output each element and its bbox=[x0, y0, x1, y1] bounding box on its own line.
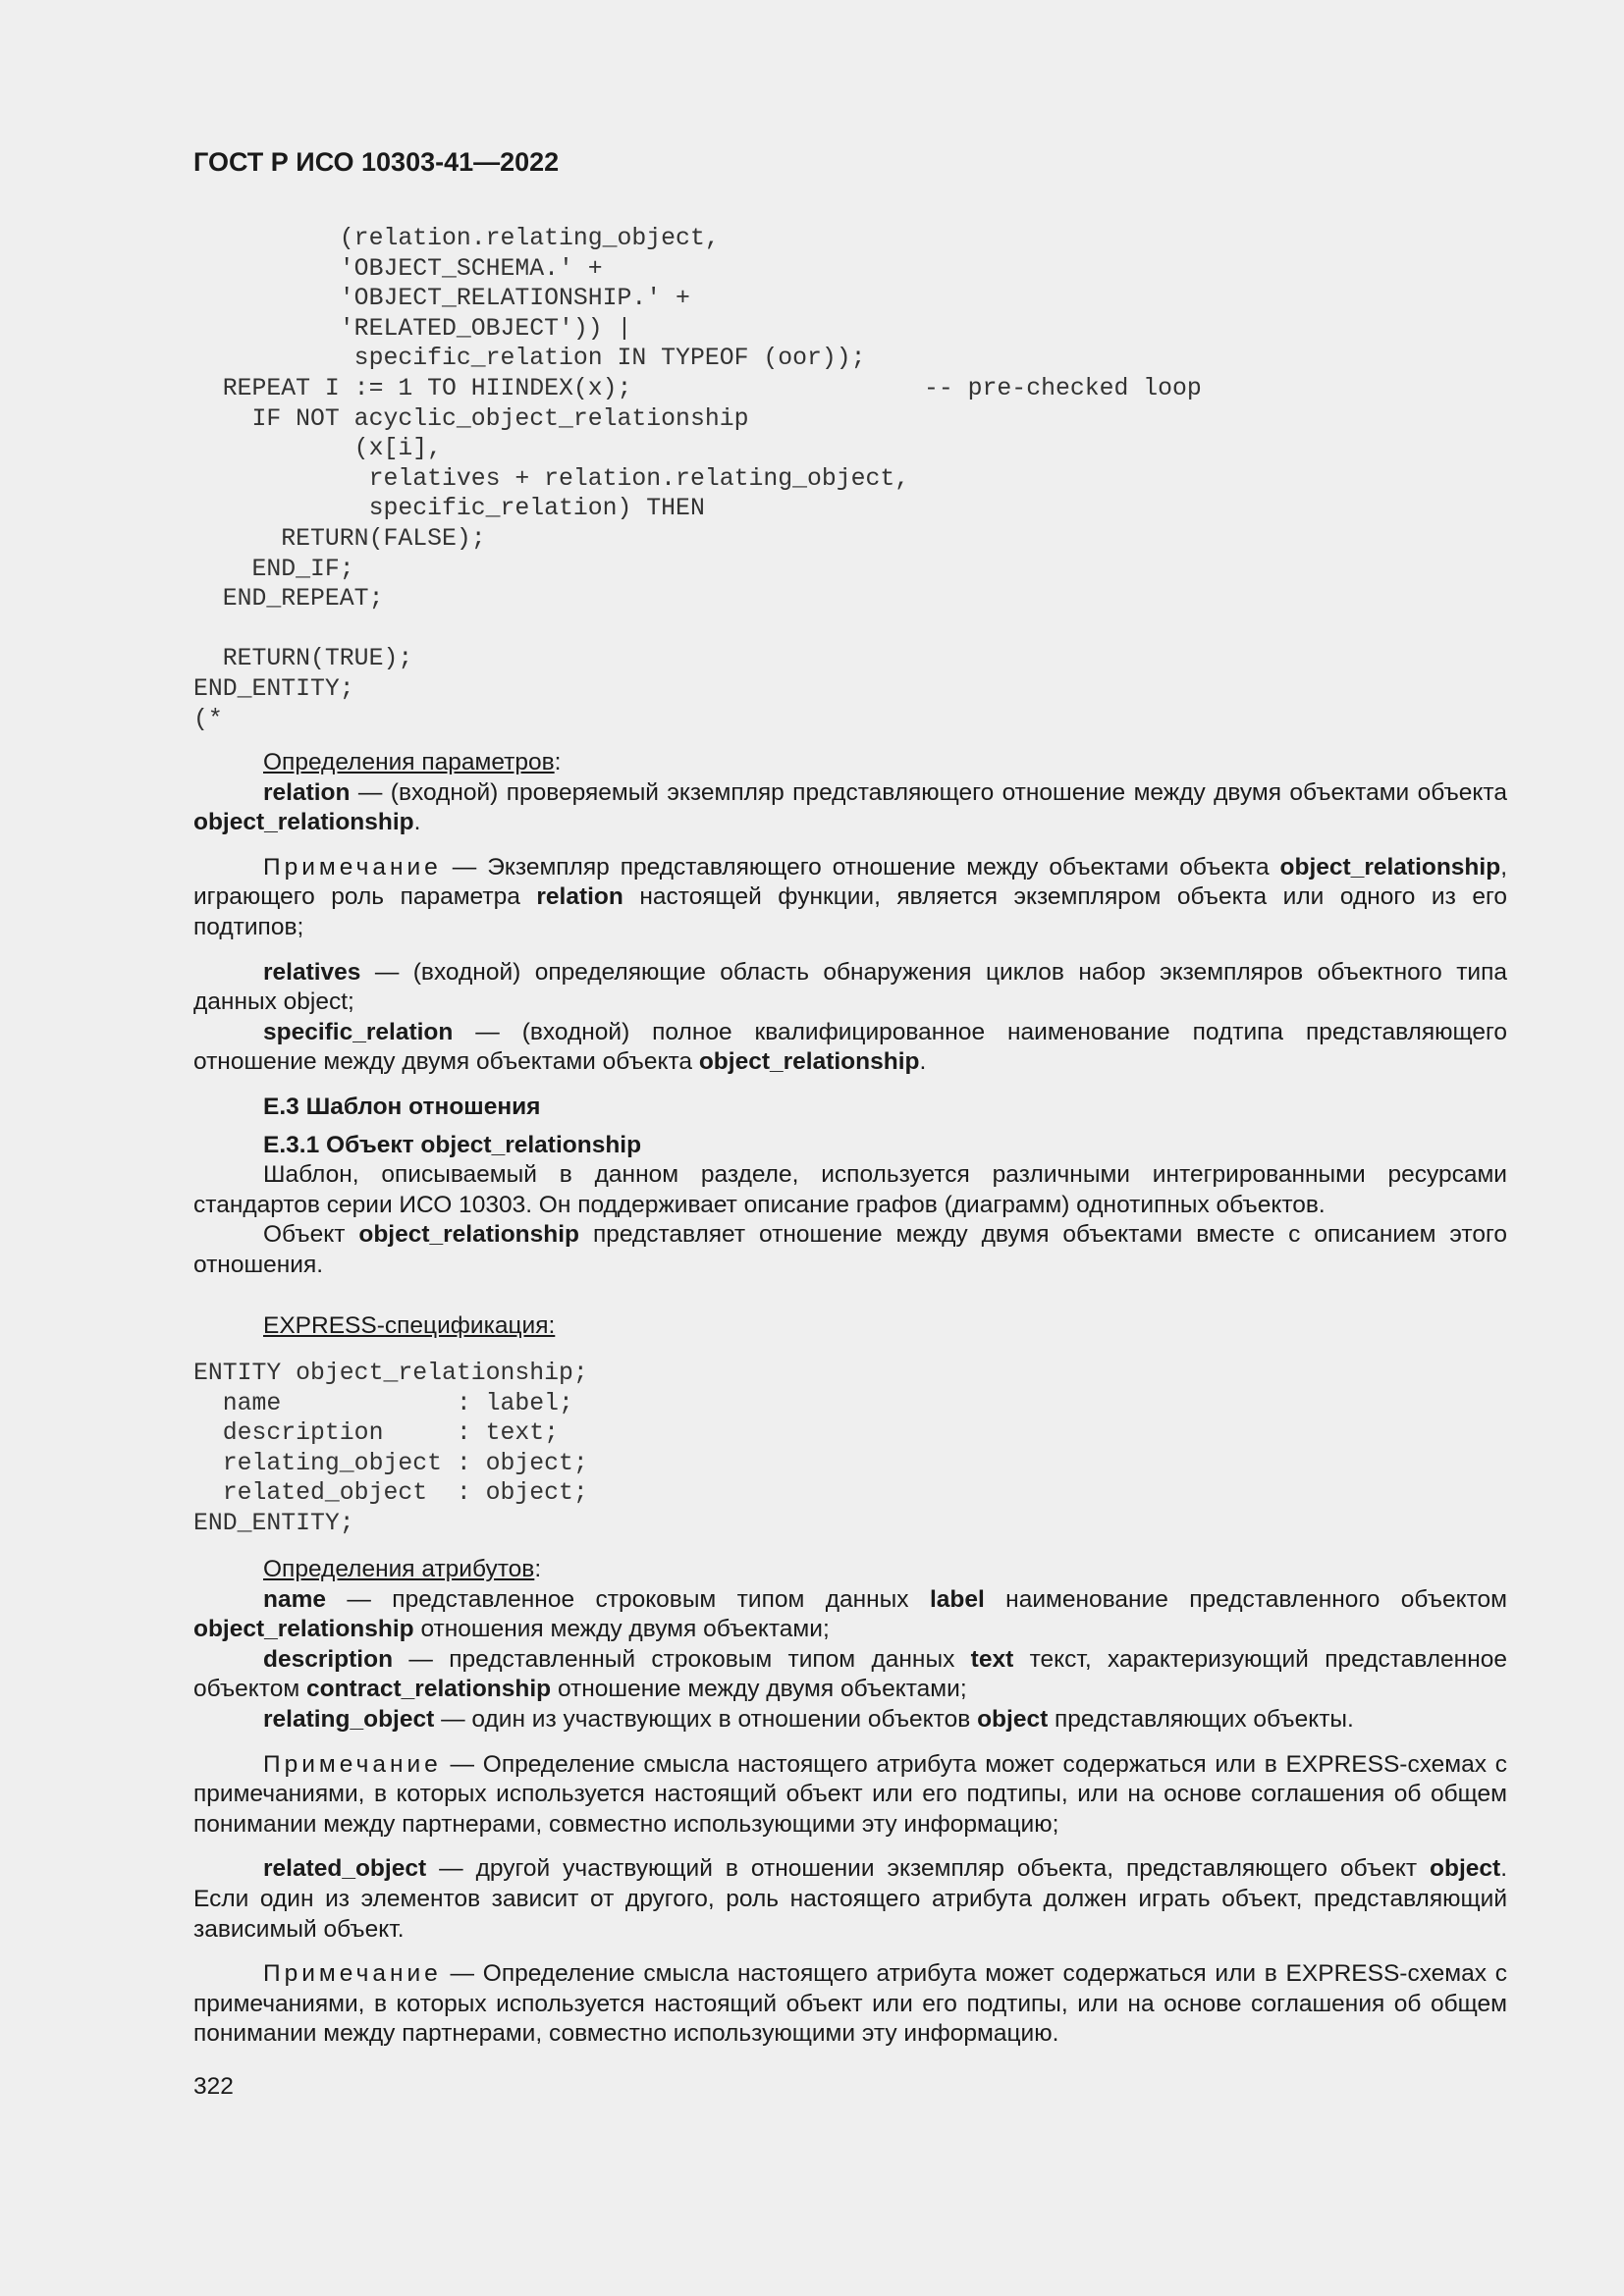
paragraph bbox=[193, 1854, 1507, 1945]
bold-term: specific_relation bbox=[263, 1018, 454, 1045]
code-line: END_ENTITY; bbox=[193, 1509, 354, 1537]
paragraph bbox=[193, 853, 1507, 943]
page-number: 322 bbox=[193, 2073, 234, 2100]
text-run: — Определение смысла настоящего атрибута может содержаться или в EXPRESS-схемах с примечаниями, в которых используется настоящий объект или его подтипы, или на основе соглашения об общем понимании между партнерами, совместно использующими эту информацию. bbox=[193, 1960, 1507, 2048]
text-run: отношение между двумя объектами; bbox=[551, 1676, 967, 1703]
bold-term: object_relationship bbox=[193, 809, 414, 836]
code-line: relatives + relation.relating_object, bbox=[193, 464, 910, 493]
section-label: Определения атрибутов bbox=[263, 1556, 535, 1582]
paragraph bbox=[193, 1645, 1507, 1705]
paragraph bbox=[193, 778, 1507, 838]
code-line: RETURN(TRUE); bbox=[193, 645, 413, 673]
code-line: specific_relation IN TYPEOF (oor)); bbox=[193, 345, 866, 373]
express-code-function bbox=[193, 224, 1202, 734]
text-run: — представленное строковым типом данных bbox=[326, 1585, 930, 1613]
code-line: related_object : object; bbox=[193, 1479, 588, 1508]
text-run: — другой участвующий в отношении экземпляр объекта, представляющего объект bbox=[426, 1855, 1431, 1883]
bold-term: object_relationship bbox=[1279, 853, 1501, 881]
document-header: ГОСТ Р ИСО 10303-41—2022 bbox=[193, 147, 560, 177]
text-run: Шаблон, описываемый в данном разделе, используется различными интегрированными ресурсами стандартов серии ИСО 10303. Он поддерживает описание графов (диаграмм) однотипных объектов. bbox=[193, 1161, 1507, 1218]
paragraph bbox=[193, 1750, 1507, 1841]
bold-term: label bbox=[929, 1585, 985, 1613]
text-run: : bbox=[534, 1556, 542, 1582]
bold-term: relatives bbox=[263, 958, 361, 986]
text-run: представляющих объекты. bbox=[1048, 1705, 1354, 1733]
paragraph bbox=[193, 1555, 1507, 1585]
text-run: , играющего роль параметра bbox=[193, 853, 1507, 911]
code-line: END_REPEAT; bbox=[193, 585, 384, 614]
code-line: (relation.relating_object, bbox=[193, 225, 720, 252]
bold-term: text bbox=[970, 1645, 1014, 1673]
bold-term: relating_object bbox=[263, 1705, 435, 1733]
bold-term: object_relationship bbox=[193, 1616, 414, 1643]
paragraph bbox=[193, 1093, 1507, 1123]
code-line: description : text; bbox=[193, 1419, 560, 1448]
text-run: текст, характеризующий представленное объектом bbox=[193, 1645, 1507, 1703]
section-label: Определения параметров bbox=[263, 749, 555, 775]
note-label: Примечание bbox=[263, 1960, 442, 1988]
express-code-entity bbox=[193, 1359, 588, 1539]
code-line: relating_object : object; bbox=[193, 1449, 588, 1477]
bold-term: relation bbox=[536, 883, 623, 911]
code-line: 'OBJECT_RELATIONSHIP.' + bbox=[193, 285, 690, 313]
text-run: : bbox=[554, 749, 562, 775]
text-run: — Экземпляр представляющего отношение между объектами объекта bbox=[441, 853, 1280, 881]
paragraph bbox=[193, 958, 1507, 1018]
text-run: — Определение смысла настоящего атрибута может содержаться или в EXPRESS-схемах с примечаниями, в которых используется настоящий объект или его подтипы, или на основе соглашения об общем понимании между партнерами, совместно использующими эту информацию; bbox=[193, 1750, 1507, 1838]
paragraph bbox=[193, 1131, 1507, 1161]
code-line: RETURN(FALSE); bbox=[193, 524, 486, 553]
code-line: IF NOT acyclic_object_relationship bbox=[193, 404, 749, 433]
bold-term: object_relationship bbox=[698, 1048, 920, 1076]
bold-term: Е.3 Шаблон отношения bbox=[263, 1093, 541, 1120]
text-run: отношения между двумя объектами; bbox=[413, 1616, 830, 1643]
code-line: END_ENTITY; bbox=[193, 674, 354, 703]
paragraph bbox=[193, 1311, 1507, 1342]
bold-term: relation bbox=[263, 778, 351, 806]
code-line: name : label; bbox=[193, 1389, 573, 1417]
paragraph bbox=[193, 748, 1507, 778]
code-line: (* bbox=[193, 705, 223, 733]
code-line bbox=[193, 614, 1202, 645]
bold-term: description bbox=[263, 1645, 394, 1673]
paragraph bbox=[193, 1018, 1507, 1078]
code-line: 'OBJECT_SCHEMA.' + bbox=[193, 254, 603, 283]
attribute-definitions-section bbox=[193, 1555, 1507, 2050]
text-run: наименование представленного объектом bbox=[984, 1585, 1507, 1613]
paragraph bbox=[193, 1705, 1507, 1735]
text-run: Объект bbox=[263, 1221, 359, 1249]
parameter-definitions-section bbox=[193, 748, 1507, 1341]
code-line: (x[i], bbox=[193, 435, 442, 463]
code-line: REPEAT I := 1 TO HIINDEX(x); -- pre-checked loop bbox=[193, 374, 1202, 402]
bold-term: name bbox=[263, 1585, 327, 1613]
text-run: настоящей функции, является экземпляром объекта или одного из его подтипов; bbox=[193, 883, 1508, 940]
bold-term: contract_relationship bbox=[306, 1676, 552, 1703]
text-run: представляет отношение между двумя объектами вместе с описанием этого отношения. bbox=[193, 1221, 1507, 1278]
text-run: — (входной) определяющие область обнаружения циклов набор экземпляров объектного типа данных object; bbox=[193, 958, 1507, 1016]
section-label: EXPRESS-спецификация: bbox=[263, 1311, 556, 1339]
paragraph bbox=[193, 1220, 1507, 1280]
code-line: ENTITY object_relationship; bbox=[193, 1360, 588, 1387]
note-label: Примечание bbox=[263, 853, 442, 881]
text-run: — один из участвующих в отношении объектов bbox=[434, 1705, 978, 1733]
text-run: — представленный строковым типом данных bbox=[393, 1645, 971, 1673]
text-run: — (входной) полное квалифицированное наименование подтипа представляющего отношение между двумя объектами объекта bbox=[193, 1018, 1507, 1076]
note-label: Примечание bbox=[263, 1750, 442, 1778]
code-line: specific_relation) THEN bbox=[193, 495, 705, 523]
code-line: END_IF; bbox=[193, 555, 354, 583]
text-run: . bbox=[919, 1048, 927, 1076]
paragraph bbox=[193, 1959, 1507, 2050]
bold-term: object bbox=[1430, 1855, 1501, 1883]
text-run: — (входной) проверяемый экземпляр представляющего отношение между двумя объектами объекта bbox=[350, 778, 1507, 806]
bold-term: related_object bbox=[263, 1855, 427, 1883]
code-line: 'RELATED_OBJECT')) | bbox=[193, 314, 632, 343]
bold-term: object bbox=[977, 1705, 1049, 1733]
paragraph bbox=[193, 1585, 1507, 1645]
bold-term: object_relationship bbox=[358, 1221, 580, 1249]
paragraph bbox=[193, 1160, 1507, 1220]
bold-term: Е.3.1 Объект object_relationship bbox=[263, 1131, 642, 1158]
text-run: . bbox=[413, 809, 421, 836]
text-run: . Если один из элементов зависит от другого, роль настоящего атрибута должен играть объект, представляющий зависимый объект. bbox=[193, 1855, 1507, 1943]
